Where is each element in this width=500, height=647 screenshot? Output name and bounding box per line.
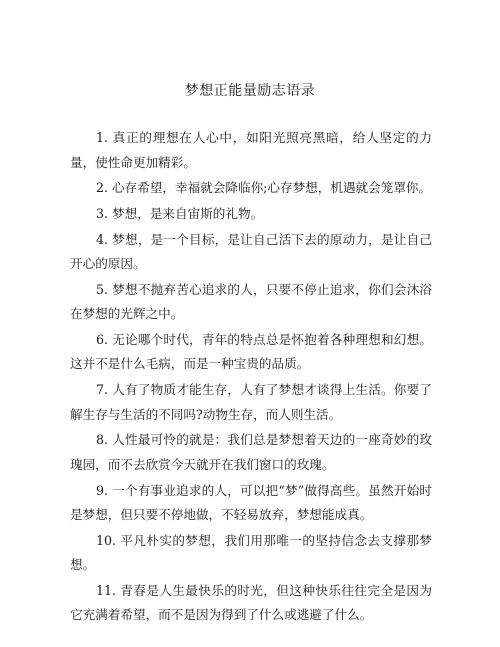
quote-number: 8. (96, 432, 109, 448)
quote-item (70, 328, 432, 377)
quote-text: 梦想不抛弃苦心追求的人，只要不停止追求，你们会沐浴在梦想的光辉之中。 (70, 281, 432, 322)
quote-number: 10. (96, 532, 117, 548)
quote-number: 4. (96, 231, 109, 247)
quote-text: 真正的理想在人心中，如阳光照亮黑暗，给人坚定的力量，使性命更加精彩。 (70, 130, 432, 170)
quote-item (70, 529, 432, 578)
quote-item (70, 278, 432, 327)
quote-text: 一个有事业追求的人，可以把“梦”做得高些。虽然开始时是梦想，但只要不停地做，不轻易放弃，梦想能成真。 (70, 482, 432, 522)
quote-number: 5. (96, 281, 109, 297)
quote-text: 青春是人生最快乐的时光，但这种快乐往往完全是因为它充满着希望，而不是因为得到了什么或逃避了什么。 (70, 582, 432, 623)
quote-number: 6. (96, 331, 109, 347)
quote-list (70, 126, 432, 629)
quote-item (70, 579, 432, 628)
quote-item (70, 202, 432, 227)
quote-item (70, 479, 432, 528)
quote-number: 2. (96, 180, 109, 196)
quote-number: 7. (96, 382, 109, 398)
document-title: 梦想正能量励志语录 (184, 83, 316, 99)
quote-text: 梦想，是来自宙斯的礼物。 (112, 205, 264, 221)
quote-text: 梦想，是一个目标，是让自己活下去的原动力，是让自己开心的原因。 (70, 231, 432, 272)
quote-number: 9. (96, 482, 109, 498)
quote-text: 人性最可怜的就是：我们总是梦想着天边的一座奇妙的玫瑰园，而不去欣赏今天就开在我们窗口的玫瑰。 (70, 432, 432, 472)
quote-item (70, 428, 432, 477)
quote-number: 11. (96, 582, 117, 598)
quote-item (70, 126, 432, 175)
quote-item (70, 176, 432, 201)
quote-item (70, 378, 432, 427)
quote-text: 平凡朴实的梦想，我们用那唯一的坚持信念去支撑那梦想。 (70, 532, 432, 573)
quote-text: 心存希望，幸福就会降临你;心存梦想，机遇就会笼罩你。 (112, 180, 432, 196)
quote-text: 无论哪个时代，青年的特点总是怀抱着各种理想和幻想。这并不是什么毛病，而是一种宝贵的品质。 (70, 331, 432, 372)
quote-item (70, 228, 432, 277)
quote-number: 3. (96, 205, 109, 221)
quote-number: 1. (96, 130, 109, 145)
quote-text: 人有了物质才能生存，人有了梦想才谈得上生活。你要了解生存与生活的不同吗?动物生存，而人则生活。 (70, 382, 432, 422)
